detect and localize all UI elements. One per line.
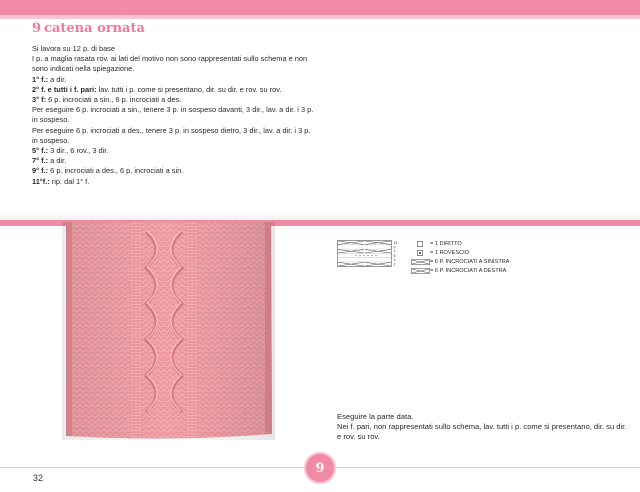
note-line: Nei f. pari, non rappresentati sullo schema, lav. tutti i p. come si presentano, dir. su dir. e rov. su rov. (337, 422, 627, 442)
row-5 (32, 146, 317, 156)
row-label: 9° f.: (32, 166, 49, 176)
cable-left-icon (410, 259, 430, 265)
chart-row-label: 9 (393, 245, 396, 250)
pattern-number: 9 (32, 21, 42, 36)
explanation-left-cable: Per eseguire 6 p. incrociati a sin., tenere 3 p. in sospeso davanti, 3 dir., lav. a dir. i 3 p. in sospeso. (32, 105, 314, 125)
chart-row-label: 1 (393, 262, 396, 267)
instructions (32, 44, 317, 187)
chart-row-label: 3 (393, 258, 396, 263)
cable-right-icon (410, 268, 430, 274)
row-label: 3° f: (32, 95, 47, 105)
row-9 (32, 166, 317, 176)
chart-row-label: 5 (393, 253, 396, 258)
row-3 (32, 95, 317, 105)
row-11 (32, 177, 317, 187)
pattern-title (32, 21, 145, 36)
top-band-light (0, 15, 640, 19)
page-number: 32 (33, 473, 44, 483)
pattern-badge (304, 452, 336, 484)
row-text: 3 dir., 6 rov., 3 dir. (48, 146, 109, 156)
row-text: 6 p. incrociati a sin., 6 p. incrociati a des. (46, 95, 182, 105)
blank-square-icon (410, 241, 430, 247)
row-text: lav. tutti i p. come si presentano, dir. su dir. e rov. su rov. (96, 84, 282, 94)
legend-label: = 1 DIRITTO (430, 241, 462, 248)
row-text: a dir. (48, 156, 67, 166)
chart-row-label: 7 (393, 249, 396, 254)
legend-item (410, 240, 510, 249)
note-line: Eseguire la parte data. (337, 412, 414, 421)
row-label: 1° f.: (32, 74, 49, 84)
badge-number: 9 (315, 460, 325, 476)
legend-item (410, 258, 510, 267)
row-2 (32, 85, 317, 95)
chart-legend (410, 240, 510, 275)
chart-row-label: 11 (393, 241, 398, 245)
top-band (0, 0, 640, 15)
legend-label: = 6 P. INCROCIATI A DESTRA (430, 267, 507, 274)
badge-circle (304, 452, 336, 484)
row-1 (32, 75, 317, 85)
row-text: 6 p. incrociati a des., 6 p. incrociati a sin. (48, 166, 184, 176)
row-label: 5° f.: (32, 146, 49, 156)
legend-label: = 6 P. INCROCIATI A SINISTRA (430, 258, 510, 265)
dot-square-icon (410, 250, 430, 256)
pattern-name: catena ornata (44, 21, 145, 36)
row-label: 7° f.: (32, 156, 49, 166)
instruction-intro: Si lavora su 12 p. di base (32, 44, 115, 53)
legend-item (410, 249, 510, 258)
row-text: rip. dal 1° f. (49, 176, 90, 186)
knitted-swatch-image (62, 222, 275, 440)
knitting-chart (337, 240, 403, 267)
explanation-right-cable: Per eseguire 6 p. incrociati a des., tenere 3 p. in sospeso dietro, 3 dir., lav. a dir. i 3 p. in sospeso. (32, 125, 311, 145)
page-shadow (0, 210, 640, 220)
instruction-note: I p. a maglia rasata rov. ai lati del motivo non sono rappresentati sullo schema e non sono indicati nella spiegazione. (32, 54, 308, 74)
row-text: a dir. (48, 74, 67, 84)
row-label: 11°f.: (32, 176, 50, 186)
legend-item (410, 266, 510, 275)
legend-label: = 1 ROVESCIO (430, 250, 470, 257)
row-7 (32, 156, 317, 166)
row-label: 2° f. e tutti i f. pari: (32, 84, 97, 94)
chart-note (337, 412, 627, 443)
